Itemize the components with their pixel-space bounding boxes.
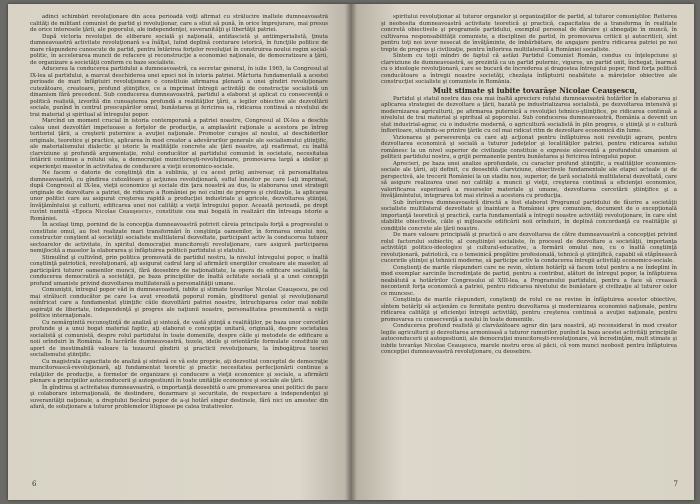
- right-paragraph: Partidul şi statul nostru dau cea mai înaltă apreciere rolului dumneavoastră hotărîtor în elaborarea şi aplicarea strategiei de dezvoltare a ţării, bazată pe industrializarea socialistă, pe dezvoltarea intensivă şi modernizarea agriculturii, pe afirmarea puternică a revoluţiei tehnico-ştiinţifice, pe ridicarea continuă a nivelului de trai material şi spiritual al poporului. Sub conducerea dumneavoastră, România a devenit un stat industrial-agrar, cu o industrie modernă, o agricultură socialistă în plin progres, o ştiinţă şi o cultură înfloritoare, situîndu-se printre ţările cu cel mai ridicat ritm de dezvoltare economică din lume.: [381, 95, 677, 134]
- right-text-column: [381, 14, 677, 462]
- right-paragraph: Vizionarea şi perseverenţa cu care aţi acţionat pentru înfăptuirea noii revoluţii agrare, pentru dezvoltarea economică şi socială a tuturor judeţelor şi localităţilor patriei, pentru ridicarea satului românesc la un nivel superior de civilizaţie constituie o expresie elocventă a profundului umanism al politicii partidului nostru, a grijii permanente pentru bunăstarea şi fericirea întregului popor.: [381, 134, 677, 160]
- left-paragraph: În gîndirea şi activitatea dumneavoastră, o importanţă deosebită o are promovarea unei politici de pace şi colaborare internaţională, de destindere, dezarmare şi securitate, de respectare a independenţei şi suveranităţii naţionale, a dreptului fiecărui popor de a-şi hotărî singur destinele, fără nici un amestec din afară, de soluţionare a tuturor problemelor litigioase pe calea tratativelor.: [30, 384, 328, 410]
- left-paragraph: Cu magistrala capacitate de analiză şi sinteză ce vă este proprie, aţi dezvoltat conceptul de democraţie muncitorească-revoluţionară, aţi fundamentat teoretic şi practic necesitatea perfecţionării continue a relaţiilor de producţie, a formelor de organizare şi conducere a vieţii economice şi sociale, a afirmării plenare a principiilor autoconducerii şi autogestiunii în toate unităţile economice şi sociale ale ţării.: [30, 358, 328, 384]
- left-paragraph: Marcînd un moment crucial în istoria contemporană a patriei noastre, Congresul al IX-lea a deschis calea unei dezvoltări impetuoase a forţelor de producţie, a amplasării raţionale a acestora pe întreg teritoriul ţării, a creşterii puternice a avuţiei naţionale. Promotor curajos al noului, al deschiderilor originale, teoretice şi practice, aplicarea în mod creator a adevărurilor generale ale socialismului ştiinţific, ale materialismului dialectic şi istoric la realităţile concrete ale ţării noastre, aţi reafirmat, cu înaltă clarviziune şi profundă argumentaţie, rolul conducător al partidului comunist în societate, necesitatea întăririi continue a rolului său, a democraţiei muncitoreşti-revoluţionare, promovarea largă a ideilor şi experienţei maselor în activitatea de conducere a vieţii economico-sociale.: [30, 118, 328, 170]
- right-paragraph: Conştiinţa de marile răspunderi, conştienţi de rolul ce ne revine în înfăptuirea acestor obiective, sîntem hotărîţi să acţionăm cu fermitate pentru dezvoltarea şi modernizarea economiei naţionale, pentru ridicarea calităţii şi eficienţei întregii activităţi, pentru creşterea continuă a avuţiei naţionale, pentru promovarea cu consecvenţă a noului în toate domeniile.: [381, 297, 677, 323]
- right-page-number: 7: [673, 480, 678, 488]
- left-text-column: [30, 14, 328, 462]
- left-paragraph: Aducerea la conducerea partidului a dumneavoastră, ca secretar general, în iulie 1965, la Congresul al IX-lea al partidului, a marcat deschiderea unei epoci noi în istoria patriei. Mărturia fundamentală a acestei perioade de mari înfăptuiri revoluţionare o constituie afirmarea plenară a unei gîndiri revoluţionare cutezătoare, creatoare, profund ştiinţifice, ce a imprimat întregii activităţi de construcţie socialistă un dinamism fără precedent. Sub conducerea dumneavoastră, partidul a elaborat şi aplicat cu consecvenţă o politică realistă, izvorîtă din cunoaşterea profundă a realităţilor ţării, a legilor obiective ale dezvoltării sociale, punînd în centrul preocupărilor omul, bunăstarea şi fericirea sa, ridicarea continuă a nivelului de trai material şi spiritual al întregului popor.: [30, 66, 328, 118]
- right-page: [351, 4, 694, 500]
- right-paragraph: spiritului revoluţionar al tuturor organelor şi organizaţiilor de partid, al tuturor comuniştilor. Reiterea şi neobosita dumneavoastră activitate teoretică şi practică, capacitatea de a transforma în realitate concretă obiectivele şi programele partidului, exemplul personal de dăruire şi abnegaţie în muncă, în cultivarea responsabilităţii comuniste, a disciplinei de partid, în promovarea criticii şi autocriticii, sînt pentru toţi noi izvor nesecat de învăţăminte, de îmbărbătare, de angajare pentru ridicarea patriei pe noi trepte de progres şi civilizaţie, pentru înflorirea multilaterală a României socialiste.: [381, 14, 677, 53]
- right-paragraph: Sub înrîurirea dumneavoastră directă a fost elaborat Programul partidului de făurire a societăţii socialiste multilateral dezvoltate şi înaintare a României spre comunism, document de o excepţională importanţă teoretică şi practică, carta fundamentală a întregii noastre activităţi revoluţionare, în care sînt stabilite obiectivele, căile şi mijloacele edificării noii orînduiri, în deplină concordanţă cu realităţile şi condiţiile concrete ale ţării noastre.: [381, 199, 677, 232]
- left-paragraph: adinci schimbări revoluţionare din acea perioadă voiţi afirmat cu strălucire înaltele dumneavoastră calităţi de militant comunist de partid şi revoluţionar, care a stiut să pună, în orice împrejurare, mai presus de orice interesele ţării, ale poporului, ale independenţei, suveranităţii şi libertăţii patriei.: [30, 14, 328, 33]
- left-paragraph: Stimulînd şi cultivînd, prin politica promovată de partidul nostru, la nivelul întregului popor, o înaltă conştiinţă patriotică, revoluţionară, aţi asigurat cadrul larg al afirmării energiilor creatoare ale maselor, al participării tuturor oamenilor muncii, fără deosebire de naţionalitate, la opera de edificare socialistă, la conducerea democratică a societăţii, pe baza principiilor de înaltă echitate socială şi a unei concepţii profund umaniste privind dezvoltarea multilaterală a personalităţii umane.: [30, 254, 328, 287]
- right-paragraph: Aprecieri, pe baza unei analize aprofundate, cu caracter profund ştiinţific, a realităţilor economico-sociale ale ţării, aţi definit, cu deosebită clarviziune, obiectivele fundamentale ale etapei actuale şi de perspectivă, ale trecerii României la un stadiu nou, superior, de ţară socialistă multilateral dezvoltată, care să asigure realizarea unei noi calităţi a muncii şi vieţii, creşterea continuă a eficienţei economice, valorificarea superioară a resurselor materiale şi umane, dezvoltarea cercetării ştiinţifice şi a învăţămîntului, integrarea tot mai strînsă a acestora cu producţia.: [381, 160, 677, 199]
- left-page-number: 6: [32, 480, 37, 488]
- right-paragraph: De mare valoare principială şi practică o are dezvoltarea de către dumneavoastră a concepţiei privind rolul factorului subiectiv, al conştiinţei socialiste, în procesul de dezvoltare a societăţii, importanţa activităţii politico-ideologice şi cultural-educative, a formării omului nou, cu o înaltă conştiinţă revoluţionară, patriotică, cu o temeinică pregătire profesională, tehnică şi ştiinţifică, capabil să stăpînească cuceririle ştiinţei şi tehnicii moderne, să participe activ la conducerea întregii activităţi economico-sociale.: [381, 232, 677, 264]
- left-paragraph: Comuniştii, întregul popor văd în dumneavoastră, iubite şi stimate tovarăşe Nicolae Ceauşescu, pe cel mai strălucit conducător pe care l-a avut vreodată poporul român, gînditorul genial şi revoluţionarul neînfricat care a fundamentat ştiinţific căile dezvoltării patriei noastre, întruchiparea celor mai nobile aspiraţii de libertate, independenţă şi progres ale naţiunii noastre, personalitatea proeminentă a vieţii politice internaţionale.: [30, 287, 328, 319]
- left-paragraph: Ne facem o datorie de conştiinţă din a sublinia, şi cu acest prilej aniversar, că personalitatea dumneavoastră, cu gîndirea cutezătoare şi acţiunea revoluţionară, suflul înnoitor pe care l-aţi imprimat, după Congresul al IX-lea, vieţii economice şi sociale din ţara noastră au dus, la elaborarea unei strategii originale de dezvoltare a patriei, de ridicare a României pe noi culmi de progres şi civilizaţie, la aplicarea unor politici care au asigurat creşterea rapidă a producţiei industriale şi agricole, dezvoltarea ştiinţei, învăţămîntului şi culturii, edificarea unei noi calităţi a vieţii întregului popor. Această perioadă, pe drept cuvînt numită «Epoca Nicolae Ceauşescu», constituie cea mai bogată în realizări din întreaga istorie a României.: [30, 170, 328, 222]
- left-paragraph: Cu nemărginită recunoştinţă de analiză şi sinteză, de vastă ştiinţă a realităţilor, pe baza unor cercetări profunde şi a unui bogat material faptic, aţi elaborat o concepţie unitară, originală, despre societatea socialistă şi comunistă, despre rolul partidului în toate domeniile, despre căile şi metodele de edificare a noii orînduiri în România. În lucrările dumneavoastră, tezele, ideile şi orientările formulate constituie un aport de inestimabilă valoare la tezaurul gîndirii şi practicii revoluţionare, la îmbogăţirea teoriei socialismului ştiinţific.: [30, 319, 328, 358]
- section-heading: Mult stimate şi iubite tovarăşe Nicolae Ceauşescu,: [432, 85, 638, 95]
- left-paragraph: În acelaşi timp, pornind de la concepţia dumneavoastră potrivit căreia principala forţă a progresului o constituie omul, au fost realizate mari transformări în conştiinţa oamenilor, în formarea omului nou, constructor conştient al societăţii socialiste multilateral dezvoltate, participant activ la conducerea tuturor sectoarelor de activitate, în spiritul democraţiei muncitoreşti revoluţionare, care asigură participarea nemijlocită a maselor la elaborarea şi înfăptuirea politicii partidului şi statului.: [30, 222, 328, 254]
- left-page: [8, 4, 351, 500]
- right-paragraph: Conducerea profund realistă şi clarvăzătoare agrar din ţara noastră, aţi reconsiderat în mod creator legile agriculturii şi dezvoltarea armonioasă a tuturor ramurilor, punînd la baza acestei activităţi principiile autoconducerii şi autogestiunii, ale democraţiei muncitoreşti-revoluţionare, vă încredinţăm, mult stimate şi iubite tovarăşe Nicolae Ceauşescu, marele nostru erou al păcii, că vom munci neobosit pentru înfăptuirea concepţiei dumneavoastră revoluţionare, cu deosebire.: [381, 323, 677, 355]
- right-paragraph: Conştienţi de marile răspunderi care ne revin, sîntem hotărîţi să facem totul pentru a ne îndeplini în mod exemplar sarcinile încredinţate de partid, pentru a contribui, alături de întregul popor, la înfăptuirea neabătută a hotărîrilor Congresului al XIII-lea, a Programului partidului, pentru a face să crească necontenit forţa economică a patriei, pentru ridicarea nivelului de bunăstare şi civilizaţie al tuturor celor ce muncesc.: [381, 264, 677, 297]
- magazine-spread: [8, 4, 694, 500]
- left-paragraph: După victoria revoluţiei de eliberare socială şi naţională, antifascistă şi antiimperialistă, ţinuta dumneavoastră activitate revoluţionară s-a înălţat, luînd deplină conturare istorică, în funcţiile politice de mare răspundere cunoscute de partid, pentru întărirea forţelor revoluţiei în construirea noului regim social-politic, în accelerarea muncii de refacere şi reconstrucţie a economiei naţionale, de democratizare a ţării, de organizare a societăţii conform cu baze socialiste.: [30, 33, 328, 66]
- right-paragraph: Sîntem cu toţii mîndri de faptul că astăzi Partidul Comunist Român, condus cu înţelepciune şi clarviziune de dumneavoastră, se prezintă ca un partid puternic, viguros, un partid unit, închegat, înarmat cu o ideologie revoluţionară, care se bucură de încrederea şi dragostea întregului popor, fiind forţa politică conducătoare a întregii noastre societăţi, chezăşia înfăptuirii neabătute a mărețelor obiective ale construcţiei socialiste şi comuniste în România.: [381, 53, 677, 85]
